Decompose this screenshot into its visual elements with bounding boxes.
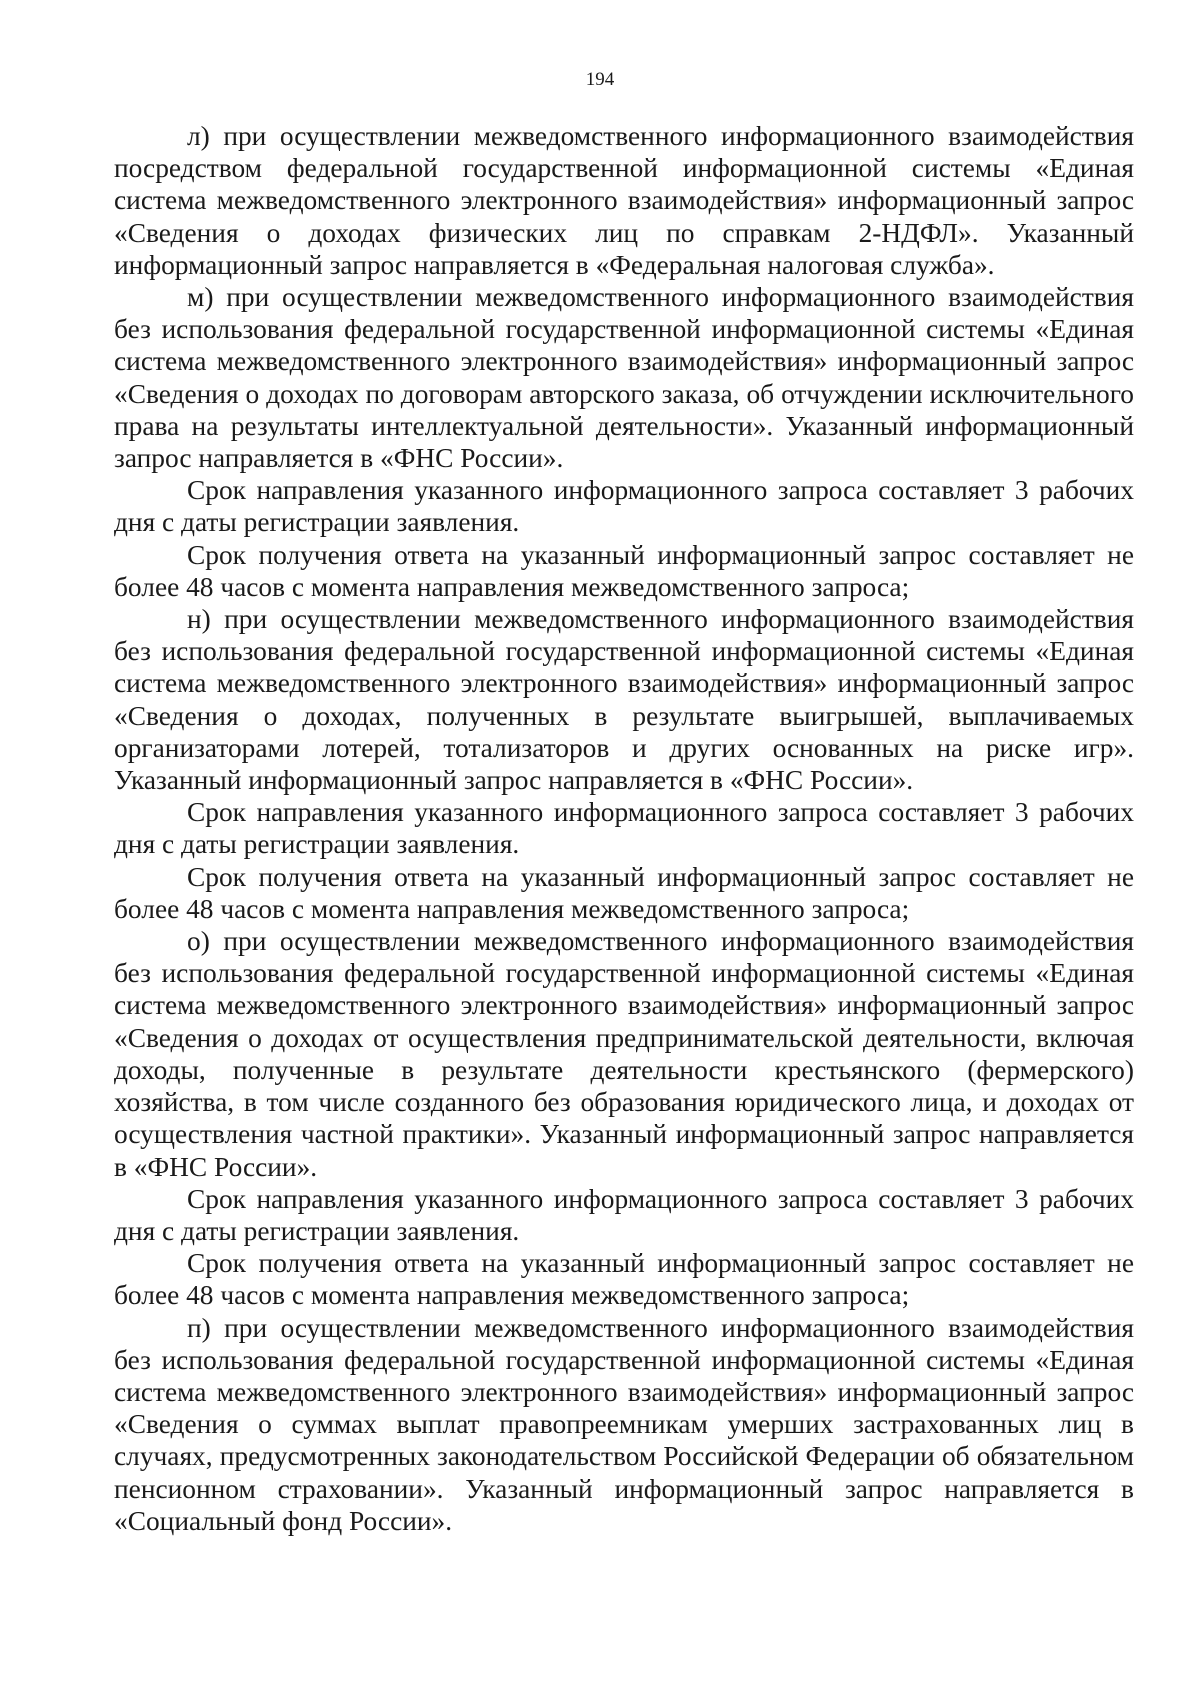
page-number: 194 <box>585 69 615 90</box>
paragraph-n-send-term: Срок направления указанного информационного запроса составляет 3 рабочих дня с даты регистрации заявления. <box>114 797 1134 860</box>
paragraph-m-response-term: Срок получения ответа на указанный информационный запрос составляет не более 48 часов с момента направления межведомственного запроса; <box>114 539 1134 602</box>
paragraph-m: м) при осуществлении межведомственного информационного взаимодействия без использования федеральной государственной информационной системы «Единая система межведомственного электронного взаимодействия» информационный запрос «Сведения о доходах по договорам авторского заказа, об отчуждении исключительного права на результаты интеллектуальной деятельности». Указанный информационный запрос направляется в «ФНС России». <box>114 282 1134 474</box>
paragraph-n-response-term: Срок получения ответа на указанный информационный запрос составляет не более 48 часов с момента направления межведомственного запроса; <box>114 861 1134 924</box>
paragraph-p: п) при осуществлении межведомственного информационного взаимодействия без использования федеральной государственной информационной системы «Единая система межведомственного электронного взаимодействия» информационный запрос «Сведения о суммах выплат правопреемникам умерших застрахованных лиц в случаях, предусмотренных законодательством Российской Федерации об обязательном пенсионном страховании». Указанный информационный запрос направляется в «Социальный фонд России». <box>114 1312 1134 1536</box>
paragraph-m-send-term: Срок направления указанного информационного запроса составляет 3 рабочих дня с даты регистрации заявления. <box>114 475 1134 538</box>
paragraph-o: о) при осуществлении межведомственного информационного взаимодействия без использования федеральной государственной информационной системы «Единая система межведомственного электронного взаимодействия» информационный запрос «Сведения о доходах от осуществления предпринимательской деятельности, включая доходы, полученные в результате деятельности крестьянского (фермерского) хозяйства, в том числе созданного без образования юридического лица, и доходах от осуществления частной практики». Указанный информационный запрос направляется в «ФНС России». <box>114 926 1134 1182</box>
document-body <box>114 120 1134 1537</box>
paragraph-l: л) при осуществлении межведомственного информационного взаимодействия посредством федеральной государственной информационной системы «Единая система межведомственного электронного взаимодействия» информационный запрос «Сведения о доходах физических лиц по справкам 2-НДФЛ». Указанный информационный запрос направляется в «Федеральная налоговая служба». <box>114 121 1134 280</box>
paragraph-n: н) при осуществлении межведомственного информационного взаимодействия без использования федеральной государственной информационной системы «Единая система межведомственного электронного взаимодействия» информационный запрос «Сведения о доходах, полученных в результате выигрышей, выплачиваемых организаторами лотерей, тотализаторов и других основанных на риске игр». Указанный информационный запрос направляется в «ФНС России». <box>114 604 1134 796</box>
paragraph-o-send-term: Срок направления указанного информационного запроса составляет 3 рабочих дня с даты регистрации заявления. <box>114 1183 1134 1246</box>
paragraph-o-response-term: Срок получения ответа на указанный информационный запрос составляет не более 48 часов с момента направления межведомственного запроса; <box>114 1248 1134 1311</box>
